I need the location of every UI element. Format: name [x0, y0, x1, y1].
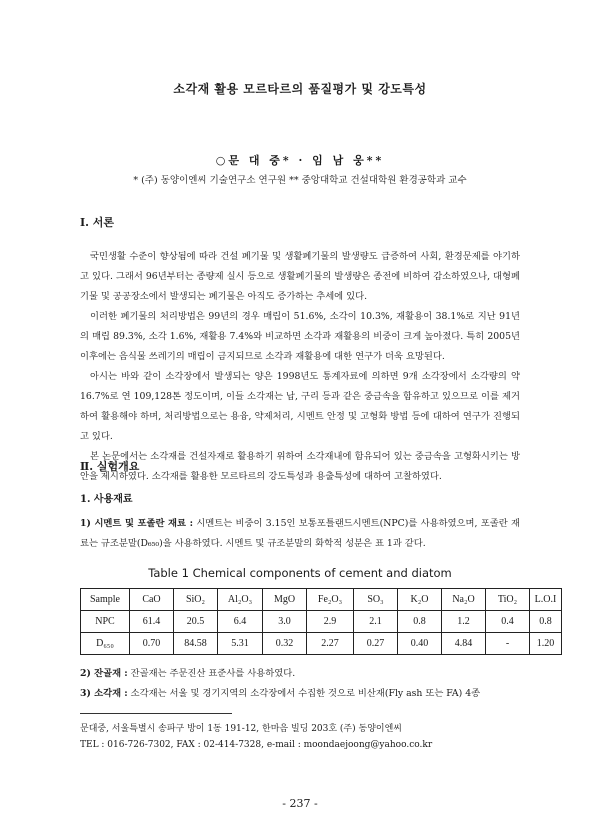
table-header-cell: Fe₂O₃: [307, 589, 354, 611]
item-label: 3) 소각재 :: [80, 688, 128, 699]
intro-paragraph: 아시는 바와 같이 소각장에서 발생되는 양은 1998년도 통계자료에 의하면 9개 소각장에서 소각량의 약 16.7%로 연 109,128톤 정도이며, 이들 소각재는 납, 구리 등과 같은 중금속을 함유하고 있으므로 이를 제거하여 활용해야 하며, 처리방법으로는 용융, 약제처리, 시멘트 안정 및 고형화 방법 등에 대하여 연구가 진행되고 있다.: [80, 371, 520, 442]
item-text: 시멘트는 비중이 3.15인 보통포틀랜드시멘트(NPC)를 사용하였으며, 포졸란 재료는 규조분말(D₆₅₀)을 사용하였다. 시멘트 및 규조분말의 화학적 성분은 표 1과 같다.: [80, 518, 520, 549]
table-header-cell: Na₂O: [442, 589, 486, 611]
item-label: 2) 잔골재 :: [80, 668, 128, 679]
author-line: ○문 대 중* · 임 남 웅**: [215, 154, 385, 167]
table-header-cell: L.O.I: [530, 589, 562, 611]
table-cell: 0.8: [398, 611, 442, 633]
affiliation-line: * (주) 동양이엔씨 기술연구소 연구원 ** 중앙대학교 건설대학원 환경공학과 교수: [133, 175, 467, 186]
table-cell: 0.70: [130, 633, 174, 655]
table-cell: 6.4: [218, 611, 263, 633]
table-cell: 0.4: [486, 611, 530, 633]
table-cell: 2.9: [307, 611, 354, 633]
table-row: [81, 633, 562, 655]
section-heading-intro: Ⅰ. 서론: [80, 216, 115, 229]
chemical-components-table: [80, 588, 562, 655]
table-header-cell: SO₃: [354, 589, 398, 611]
subsection-heading-materials: 1. 사용재료: [80, 494, 133, 505]
materials-item-sand: [80, 664, 520, 684]
intro-body: [80, 247, 520, 487]
table-cell: 0.32: [263, 633, 307, 655]
table-cell: 1.20: [530, 633, 562, 655]
table-cell: 20.5: [174, 611, 218, 633]
footnote-address: 문대중, 서울특별시 송파구 방이 1동 191-12, 한마음 빌딩 203호 (주) 동양이엔씨: [80, 724, 402, 734]
footnote-contact: TEL : 016-726-7302, FAX : 02-414-7328, e-mail : moondaejoong@yahoo.co.kr: [80, 740, 433, 750]
table-cell: 61.4: [130, 611, 174, 633]
table-header-cell: Al₂O₃: [218, 589, 263, 611]
footnote-divider: [80, 713, 232, 714]
table-caption: Table 1 Chemical components of cement and diatom: [148, 566, 452, 580]
table-header-cell: K₂O: [398, 589, 442, 611]
table-cell: 2.1: [354, 611, 398, 633]
table-cell: 0.27: [354, 633, 398, 655]
page-number: - 237 -: [282, 797, 318, 810]
table-header-cell: CaO: [130, 589, 174, 611]
item-text: 잔골재는 주문진산 표준사를 사용하였다.: [127, 668, 296, 679]
table-header-cell: Sample: [81, 589, 130, 611]
materials-item-ash: [80, 684, 520, 704]
intro-paragraph: 국민생활 수준이 향상됨에 따라 건설 폐기물 및 생활폐기물의 발생량도 급증하여 사회, 환경문제를 야기하고 있다. 그래서 96년부터는 종량제 실시 등으로 생활폐기물의 발생량은 종전에 비하여 감소하였으나, 대형폐기물 및 공공장소에서 발생되는 폐기물은 아직도 증가하는 추세에 있다.: [80, 251, 520, 302]
table-row: [81, 611, 562, 633]
table-header-row: [81, 589, 562, 611]
table-cell: 84.58: [174, 633, 218, 655]
intro-paragraph: 이러한 폐기물의 처리방법은 99년의 경우 매립이 51.6%, 소각이 10.3%, 재활용이 38.1%로 지난 91년의 매립 89.3%, 소각 1.6%, 재활용 7.4%와 비교하면 소각과 재활용의 비중이 크게 높아졌다. 특히 2005년 이후에는 음식물 쓰레기의 매립이 금지되므로 소각과 재활용에 대한 연구가 더욱 요망된다.: [80, 311, 520, 362]
section-heading-experiment: Ⅱ. 실험개요: [80, 460, 140, 473]
table-cell: 3.0: [263, 611, 307, 633]
table-cell: 1.2: [442, 611, 486, 633]
table-cell: 0.8: [530, 611, 562, 633]
table-header-cell: SiO₂: [174, 589, 218, 611]
table-cell: 0.40: [398, 633, 442, 655]
table-cell: NPC: [81, 611, 130, 633]
table-header-cell: MgO: [263, 589, 307, 611]
item-label: 1) 시멘트 및 포졸란 재료 :: [80, 518, 194, 529]
table-header-cell: TiO₂: [486, 589, 530, 611]
paper-title: 소각재 활용 모르타르의 품질평가 및 강도특성: [173, 82, 427, 96]
materials-item-cement: [80, 514, 520, 554]
table-cell: 4.84: [442, 633, 486, 655]
table-cell: 5.31: [218, 633, 263, 655]
table-cell: -: [486, 633, 530, 655]
table-cell: 2.27: [307, 633, 354, 655]
table-cell: D₆₅₀: [81, 633, 130, 655]
item-text: 소각재는 서울 및 경기지역의 소각장에서 수집한 것으로 비산재(Fly ash 또는 FA) 4종: [127, 688, 481, 699]
intro-paragraph: 본 논문에서는 소각재를 건설자재로 활용하기 위하여 소각재내에 함유되어 있는 중금속을 고형화시키는 방안을 제시하였다. 소각재를 활용한 모르타르의 강도특성과 용출특성에 대하여 고찰하였다.: [80, 451, 520, 482]
